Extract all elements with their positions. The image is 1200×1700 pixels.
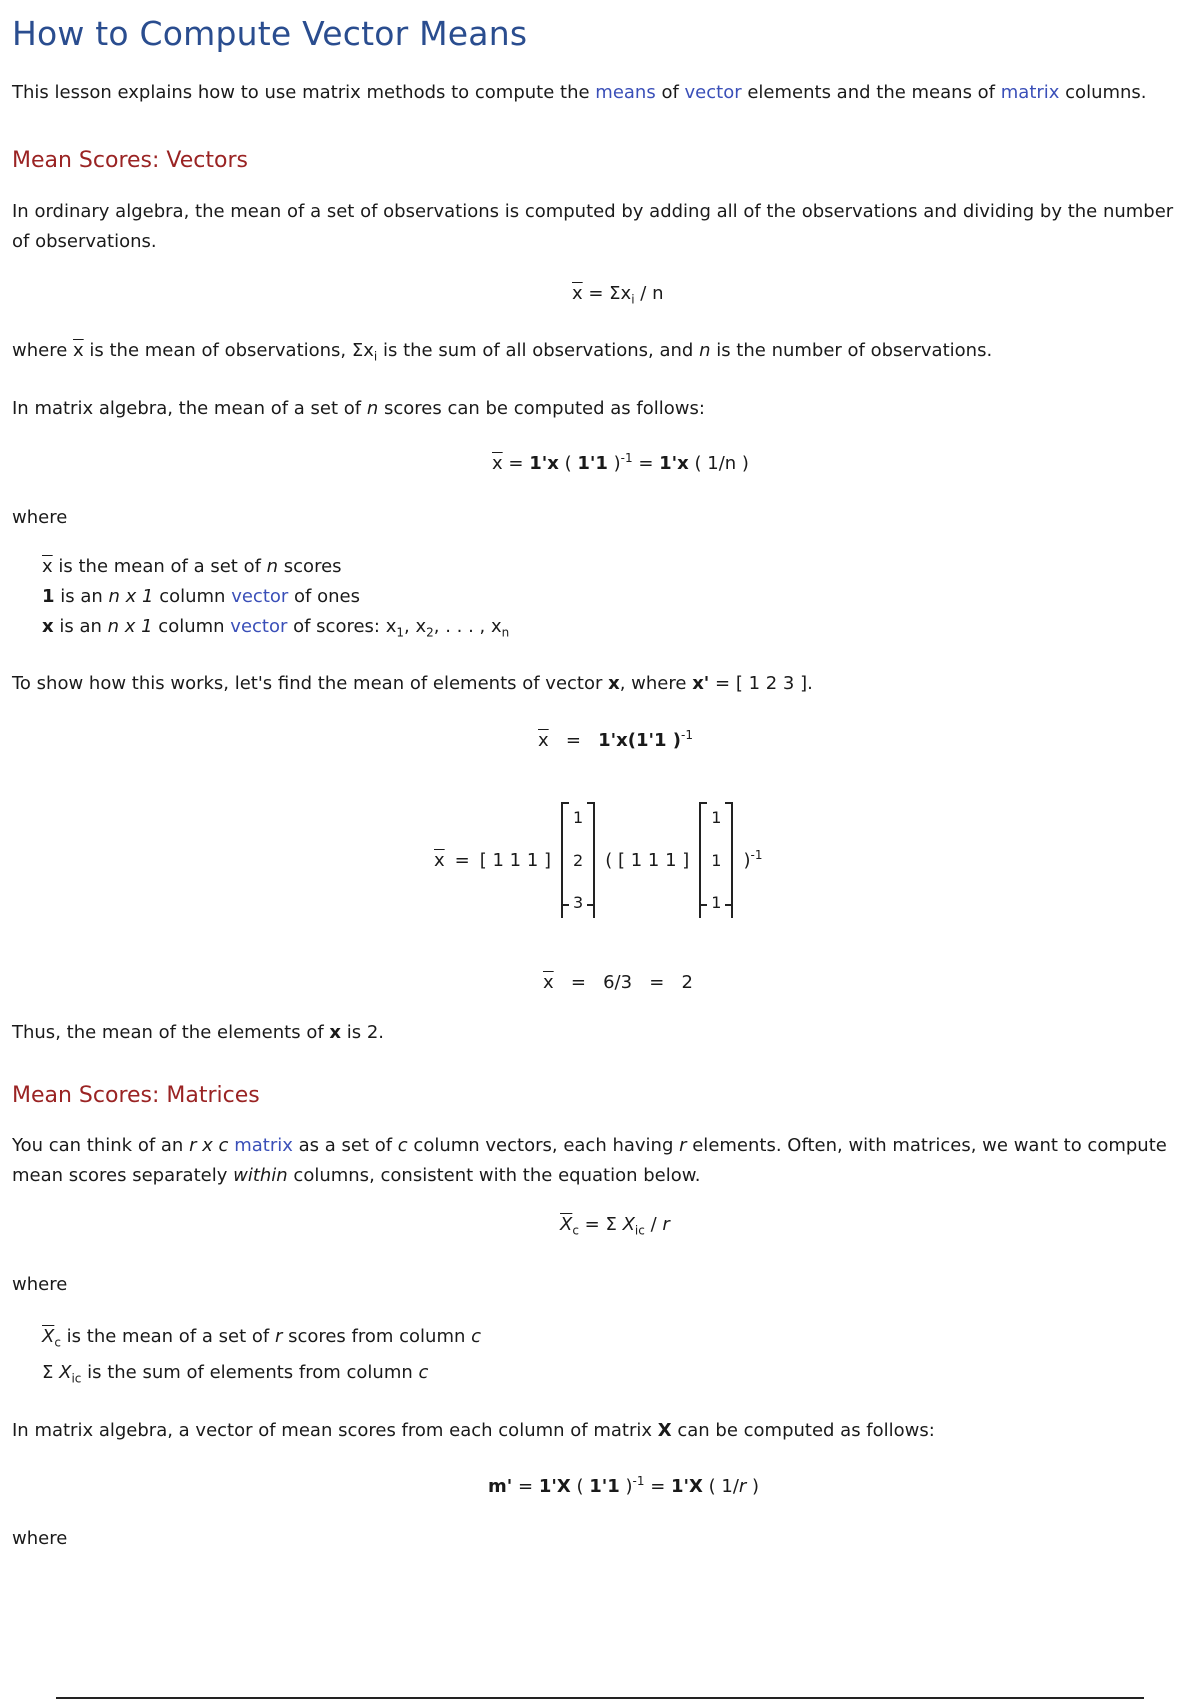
matrix-link[interactable]: matrix: [234, 1135, 293, 1156]
section-heading-matrices: Mean Scores: Matrices: [12, 1083, 260, 1108]
where-ordinary-paragraph: where $\overline{x}$ is the mean of observations, $\Sigma x_i$ is the sum of all observations, and n is the number of observations.: [12, 340, 993, 364]
means-link[interactable]: means: [595, 82, 656, 103]
definition-ones-vector: 1 is an n x 1 column vector of ones: [42, 586, 360, 607]
where-label-3: where: [12, 1528, 68, 1549]
column-vector-scores: 1 2 3: [561, 802, 595, 918]
matrix-mean-paragraph: In matrix algebra, a vector of mean scores from each column of matrix X can be computed as follows:: [12, 1420, 935, 1441]
definition-score-vector: x is an n x 1 column vector of scores: $x_1$, $x_2$, . . . , $x_n$: [42, 616, 510, 640]
page-title: How to Compute Vector Means: [12, 14, 528, 53]
conclusion-paragraph: Thus, the mean of the elements of x is 2.: [12, 1022, 385, 1043]
equation-example-matrix: $\overline{x}$ = [ 1 1 1 ] 1 2 3 ( [ 1 1 1 ] 1 1 1 )$^{-1}$: [434, 802, 762, 918]
equation-example-step1: $\overline{x}$ = 1'x(1'1 )$^{-1}$: [538, 728, 693, 751]
definition-column-sum: Σ $X_{ic}$ is the sum of elements from column c: [42, 1362, 429, 1386]
where-label-1: where: [12, 507, 68, 528]
ordinary-algebra-paragraph: In ordinary algebra, the mean of a set of observations is computed by adding all of the observations and dividing by the number of observations.: [12, 201, 1174, 252]
vector-link[interactable]: vector: [684, 82, 742, 103]
definition-mean: $\overline{x}$ is the mean of a set of n scores: [42, 556, 342, 577]
matrices-paragraph: You can think of an r x c matrix as a set of c column vectors, each having r elements. Often, with matrices, we want to compute mean scores separately within columns, consistent with the equation below.: [12, 1135, 1167, 1186]
where-label-2: where: [12, 1274, 68, 1295]
intro-paragraph: This lesson explains how to use matrix methods to compute the means of vector elements and the means of matrix columns.: [12, 82, 1147, 103]
page-divider: [56, 1697, 1144, 1699]
definition-column-mean: $\overline{X}_c$ is the mean of a set of r scores from column c: [42, 1326, 482, 1350]
matrix-link[interactable]: matrix: [1000, 82, 1060, 103]
example-paragraph: To show how this works, let's find the mean of elements of vector x, where x' = [ 1 2 3 ].: [12, 673, 813, 694]
matrix-algebra-paragraph: In matrix algebra, the mean of a set of n scores can be computed as follows:: [12, 398, 705, 419]
equation-matrix-mean: $\overline{x} = 1'x$ ( 1'1 )$^{-1}$ = 1'x ( 1/n ): [492, 451, 749, 474]
vector-link[interactable]: vector: [231, 586, 289, 607]
equation-matrix-column-means: m' = 1'X ( 1'1 )$^{-1}$ = 1'X ( 1/r ): [488, 1474, 760, 1497]
section-heading-vectors: Mean Scores: Vectors: [12, 148, 248, 173]
equation-column-mean: $\overline{X}_c = \Sigma$ $X_{ic}$ / r: [560, 1214, 670, 1238]
equation-ordinary-mean: $\overline{x} = \Sigma x_i / n$: [572, 283, 664, 307]
equation-example-result: $\overline{x}$ = 6/3 = 2: [543, 972, 693, 993]
vector-link[interactable]: vector: [230, 616, 288, 637]
column-vector-ones: 1 1 1: [699, 802, 733, 918]
